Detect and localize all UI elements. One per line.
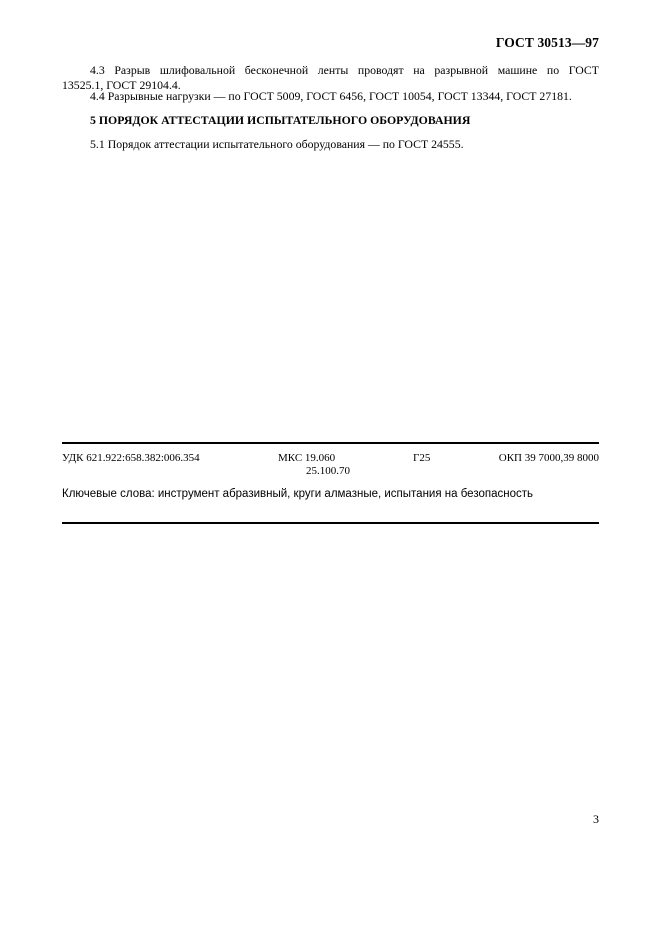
document-code-header: ГОСТ 30513—97 — [495, 35, 599, 50]
paragraph-4-4: 4.4 Разрывные нагрузки — по ГОСТ 5009, ГОСТ 6456, ГОСТ 10054, ГОСТ 13344, ГОСТ 27181. — [90, 89, 572, 103]
keywords-line: Ключевые слова: инструмент абразивный, круги алмазные, испытания на безопасность — [62, 488, 533, 500]
mks-code-2: 25.100.70 — [306, 464, 350, 477]
udk-code: УДК 621.922:658.382:006.354 — [62, 452, 200, 464]
mks-code-1: МКС 19.060 — [278, 452, 336, 464]
paragraph-4-3-line-2: 13525.1, ГОСТ 29104.4. — [62, 77, 181, 92]
classification-bottom-rule — [62, 522, 599, 524]
okp-code: ОКП 39 7000,39 8000 — [498, 452, 599, 464]
page-number: 3 — [593, 812, 599, 826]
paragraph-4-3-line-1: 4.3 Разрыв шлифовальной бесконечной ленты проводят на разрывной машине по ГОСТ — [90, 63, 599, 77]
section-5-heading: 5 ПОРЯДОК АТТЕСТАЦИИ ИСПЫТАТЕЛЬНОГО ОБОРУДОВАНИЯ — [90, 113, 471, 127]
group-code: Г25 — [413, 452, 431, 464]
paragraph-5-1: 5.1 Порядок аттестации испытательного оборудования — по ГОСТ 24555. — [90, 137, 464, 151]
mks-codes — [278, 452, 350, 477]
classification-top-rule — [62, 442, 599, 444]
paragraph-4-3 — [62, 63, 599, 92]
